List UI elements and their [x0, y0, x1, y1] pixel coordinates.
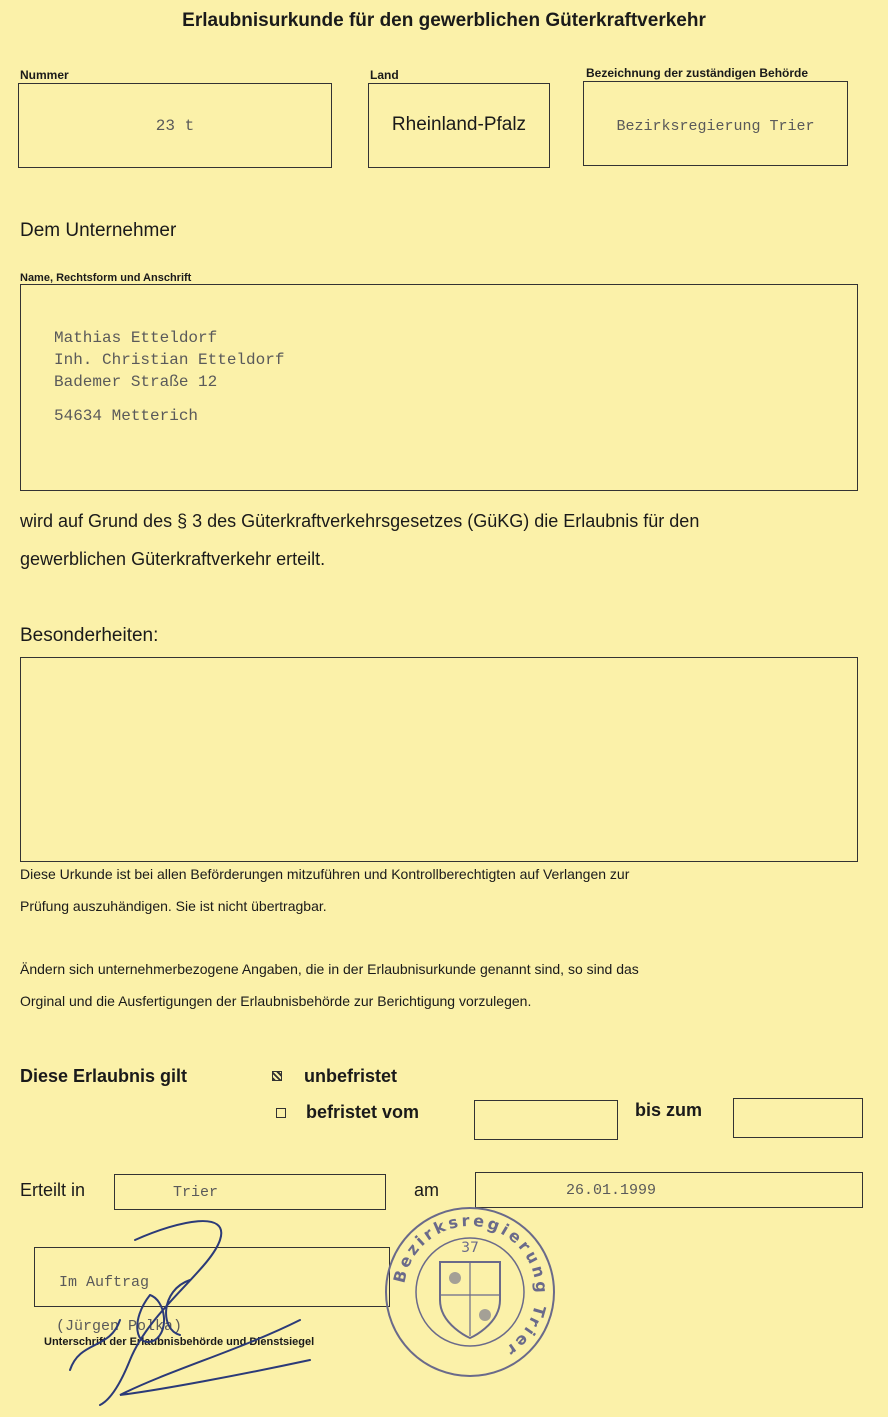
erteilt-label: Erteilt in: [20, 1180, 86, 1200]
land-value: Rheinland-Pfalz: [391, 114, 527, 135]
notice-carry-line-2: Prüfung auszuhändigen. Sie ist nicht übertragbar.: [20, 898, 327, 914]
am-value: 26.01.1999: [566, 1182, 657, 1199]
validity-label: Diese Erlaubnis gilt: [20, 1066, 188, 1086]
bis-field[interactable]: [733, 1098, 863, 1138]
besonderheiten-heading: Besonderheiten:: [20, 625, 159, 646]
address-block: [54, 327, 284, 427]
grant-text: [20, 502, 870, 578]
land-label: Land: [370, 68, 399, 82]
notice-changes: [20, 953, 870, 1017]
address-line-2: Inh. Christian Etteldorf: [54, 351, 285, 369]
notice-carry-line-1: Diese Urkunde ist bei allen Beförderungen mitzuführen und Kontrollberechtigten auf Verlangen zur: [20, 866, 630, 882]
seal-text: Bezirksregierung Trier: [389, 1210, 552, 1362]
address-line-3: Bademer Straße 12: [54, 373, 218, 391]
bis-label: bis zum: [635, 1100, 703, 1120]
besonderheiten-box: [20, 657, 858, 862]
befristet-checkbox[interactable]: [276, 1108, 286, 1118]
grant-text-line-2: gewerblichen Güterkraftverkehr erteilt.: [20, 549, 326, 569]
am-label: am: [414, 1180, 440, 1200]
nummer-label: Nummer: [20, 68, 69, 82]
notice-changes-line-2: Orginal und die Ausfertigungen der Erlaubnisbehörde zur Berichtigung vorzulegen.: [20, 993, 532, 1009]
unternehmer-heading: Dem Unternehmer: [20, 220, 177, 241]
im-auftrag-text: Im Auftrag: [59, 1274, 150, 1291]
land-box: [368, 83, 550, 168]
address-line-1: Mathias Etteldorf: [54, 329, 218, 347]
unternehmer-box: [20, 284, 858, 491]
erteilt-value: Trier: [173, 1184, 219, 1201]
notice-carry: [20, 858, 870, 922]
address-line-4: 54634 Metterich: [54, 407, 199, 425]
behoerde-label: Bezeichnung der zuständigen Behörde: [586, 66, 809, 80]
nummer-value: 23 t: [155, 117, 195, 135]
vom-field[interactable]: [474, 1100, 618, 1140]
notice-changes-line-1: Ändern sich unternehmerbezogene Angaben, die in der Erlaubnisurkunde genannt sind, so sind das: [20, 961, 639, 977]
seal-number: 37: [461, 1240, 479, 1256]
official-seal: [378, 1200, 563, 1385]
unbefristet-checkbox[interactable]: [272, 1071, 282, 1081]
behoerde-box: [583, 81, 848, 166]
befristet-label: befristet vom: [306, 1102, 420, 1122]
behoerde-value: Bezirksregierung Trier: [616, 118, 815, 135]
unternehmer-label: Name, Rechtsform und Anschrift: [20, 272, 192, 284]
signer-name: (Jürgen Polka): [56, 1318, 183, 1335]
signature-caption: Unterschrift der Erlaubnisbehörde und Dienstsiegel: [44, 1336, 315, 1348]
document-title: Erlaubnisurkunde für den gewerblichen Güterkraftverkehr: [182, 10, 706, 31]
nummer-box: [18, 83, 332, 168]
unbefristet-label: unbefristet: [304, 1066, 398, 1086]
grant-text-line-1: wird auf Grund des § 3 des Güterkraftverkehrsgesetzes (GüKG) die Erlaubnis für den: [20, 511, 700, 531]
